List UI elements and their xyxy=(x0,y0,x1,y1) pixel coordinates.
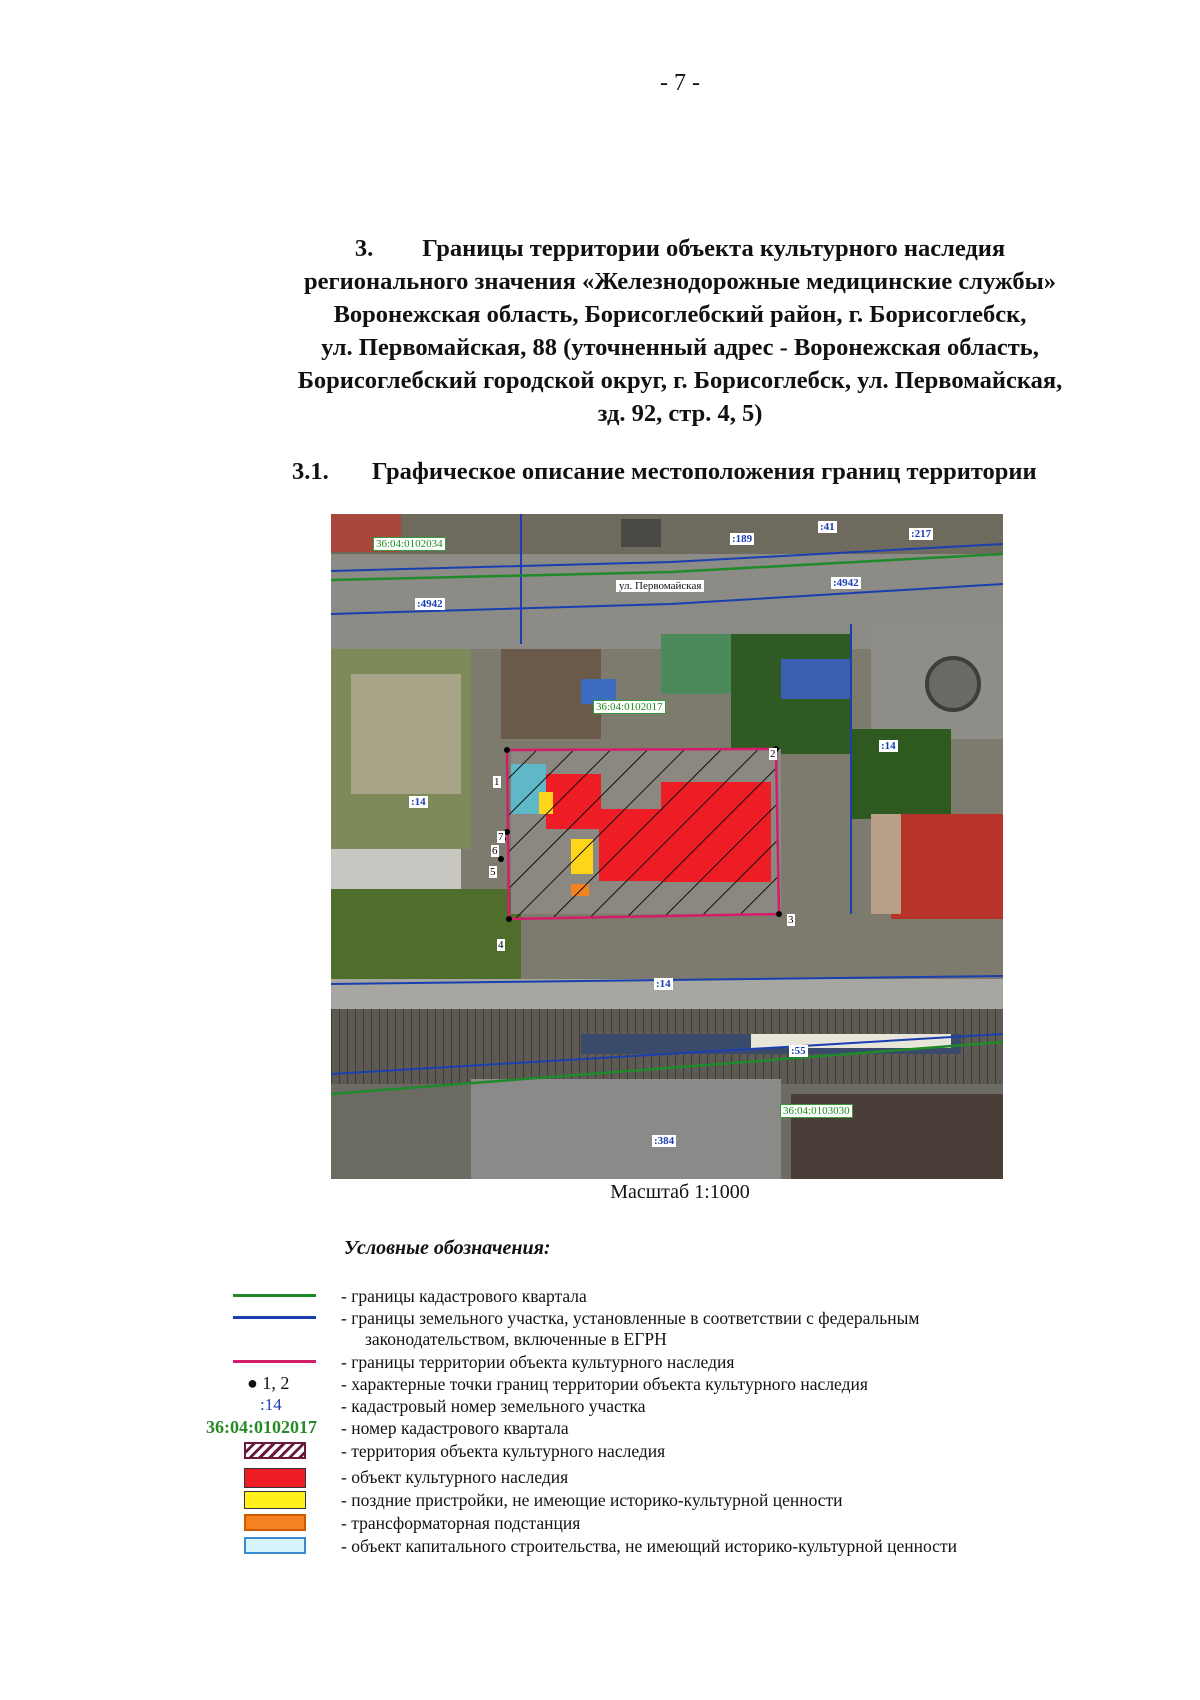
legend-item xyxy=(0,1512,1200,1534)
legend-item xyxy=(0,1307,1200,1349)
subsection-heading xyxy=(292,458,1037,486)
parcel-label: :14 xyxy=(881,740,896,752)
legend-text: - границы земельного участка, установленные в соответствии с федеральным xyxy=(341,1308,920,1328)
legend-text: - объект культурного наследия xyxy=(341,1467,569,1487)
heading-line: 3. Границы территории объекта культурного наследия xyxy=(354,235,1006,262)
legend-text: - границы территории объекта культурного наследия xyxy=(341,1352,735,1372)
legend-title: Условные обозначения: xyxy=(344,1237,551,1259)
heading-line: Воронежская область, Борисоглебский район, г. Борисоглебск, xyxy=(333,301,1027,328)
legend-text: - объект капитального строительства, не имеющий историко-культурной ценности xyxy=(341,1536,957,1556)
point-label: 1 xyxy=(494,776,500,788)
section-heading xyxy=(180,232,1180,430)
legend-item xyxy=(0,1466,1200,1488)
legend-text-continued: законодательством, включенные в ЕГРН xyxy=(365,1329,667,1349)
point-label: 4 xyxy=(498,939,504,951)
aerial-map xyxy=(331,514,1003,1179)
parcel-label: :14 xyxy=(656,978,671,990)
map-imagery xyxy=(331,514,1003,1179)
green-line-symbol xyxy=(233,1294,316,1297)
legend-item xyxy=(0,1395,1200,1417)
legend-text: - кадастровый номер земельного участка xyxy=(341,1396,646,1416)
legend-text: - поздние пристройки, не имеющие историко-культурной ценности xyxy=(341,1490,843,1510)
legend-item xyxy=(0,1489,1200,1511)
heading-line: Борисоглебский городской округ, г. Борисоглебск, ул. Первомайская, xyxy=(297,367,1063,394)
parcel-label: :384 xyxy=(654,1135,675,1147)
legend-item xyxy=(0,1535,1200,1557)
legend-text: - характерные точки границ территории объекта культурного наследия xyxy=(341,1374,868,1394)
parcel-label: :41 xyxy=(820,521,835,533)
legend-text: - номер кадастрового квартала xyxy=(341,1418,569,1438)
yellow-box-symbol xyxy=(244,1491,306,1509)
light-blue-box-symbol xyxy=(244,1537,306,1554)
legend-text: - территория объекта культурного наследия xyxy=(341,1441,666,1461)
parcel-number-symbol: :14 xyxy=(260,1395,282,1414)
quarter-label: 36:04:0102017 xyxy=(593,700,666,714)
legend-item xyxy=(0,1373,1200,1395)
parcel-label: :189 xyxy=(732,533,753,545)
page-number: - 7 - xyxy=(660,70,700,96)
point-label: 3 xyxy=(788,914,794,926)
legend-item xyxy=(0,1351,1200,1373)
map-scale: Масштаб 1:1000 xyxy=(610,1181,750,1203)
quarter-label: 36:04:0102034 xyxy=(373,537,446,551)
heading-line: зд. 92, стр. 4, 5) xyxy=(597,400,763,427)
legend-text: - трансформаторная подстанция xyxy=(341,1513,581,1533)
parcel-label: :217 xyxy=(911,528,932,540)
point-label: 5 xyxy=(490,866,496,878)
subsection-number: 3.1. xyxy=(292,458,329,485)
heading-line: регионального значения «Железнодорожные медицинские службы» xyxy=(303,268,1057,295)
quarter-label: 36:04:0103030 xyxy=(780,1104,853,1118)
legend-item xyxy=(0,1417,1200,1439)
subsection-title: Графическое описание местоположения границ территории xyxy=(372,458,1037,485)
point-label: 7 xyxy=(498,831,504,843)
blue-line-symbol xyxy=(233,1316,316,1319)
legend-item xyxy=(0,1285,1200,1307)
points-symbol: ● 1, 2 xyxy=(247,1373,290,1393)
parcel-label: :14 xyxy=(411,796,426,808)
red-box-symbol xyxy=(244,1468,306,1488)
legend-text: - границы кадастрового квартала xyxy=(341,1286,587,1306)
heading-line: ул. Первомайская, 88 (уточненный адрес - Воронежская область, xyxy=(321,334,1039,361)
parcel-label: :4942 xyxy=(833,577,859,589)
legend-item xyxy=(0,1440,1200,1462)
street-label: ул. Первомайская xyxy=(616,580,704,592)
parcel-label: :4942 xyxy=(417,598,443,610)
parcel-label: :55 xyxy=(791,1045,806,1057)
quarter-number-symbol: 36:04:0102017 xyxy=(206,1417,317,1437)
hatch-symbol xyxy=(244,1442,306,1459)
point-label: 6 xyxy=(492,845,498,857)
orange-box-symbol xyxy=(244,1514,306,1531)
pink-line-symbol xyxy=(233,1360,316,1363)
point-label: 2 xyxy=(770,748,776,760)
